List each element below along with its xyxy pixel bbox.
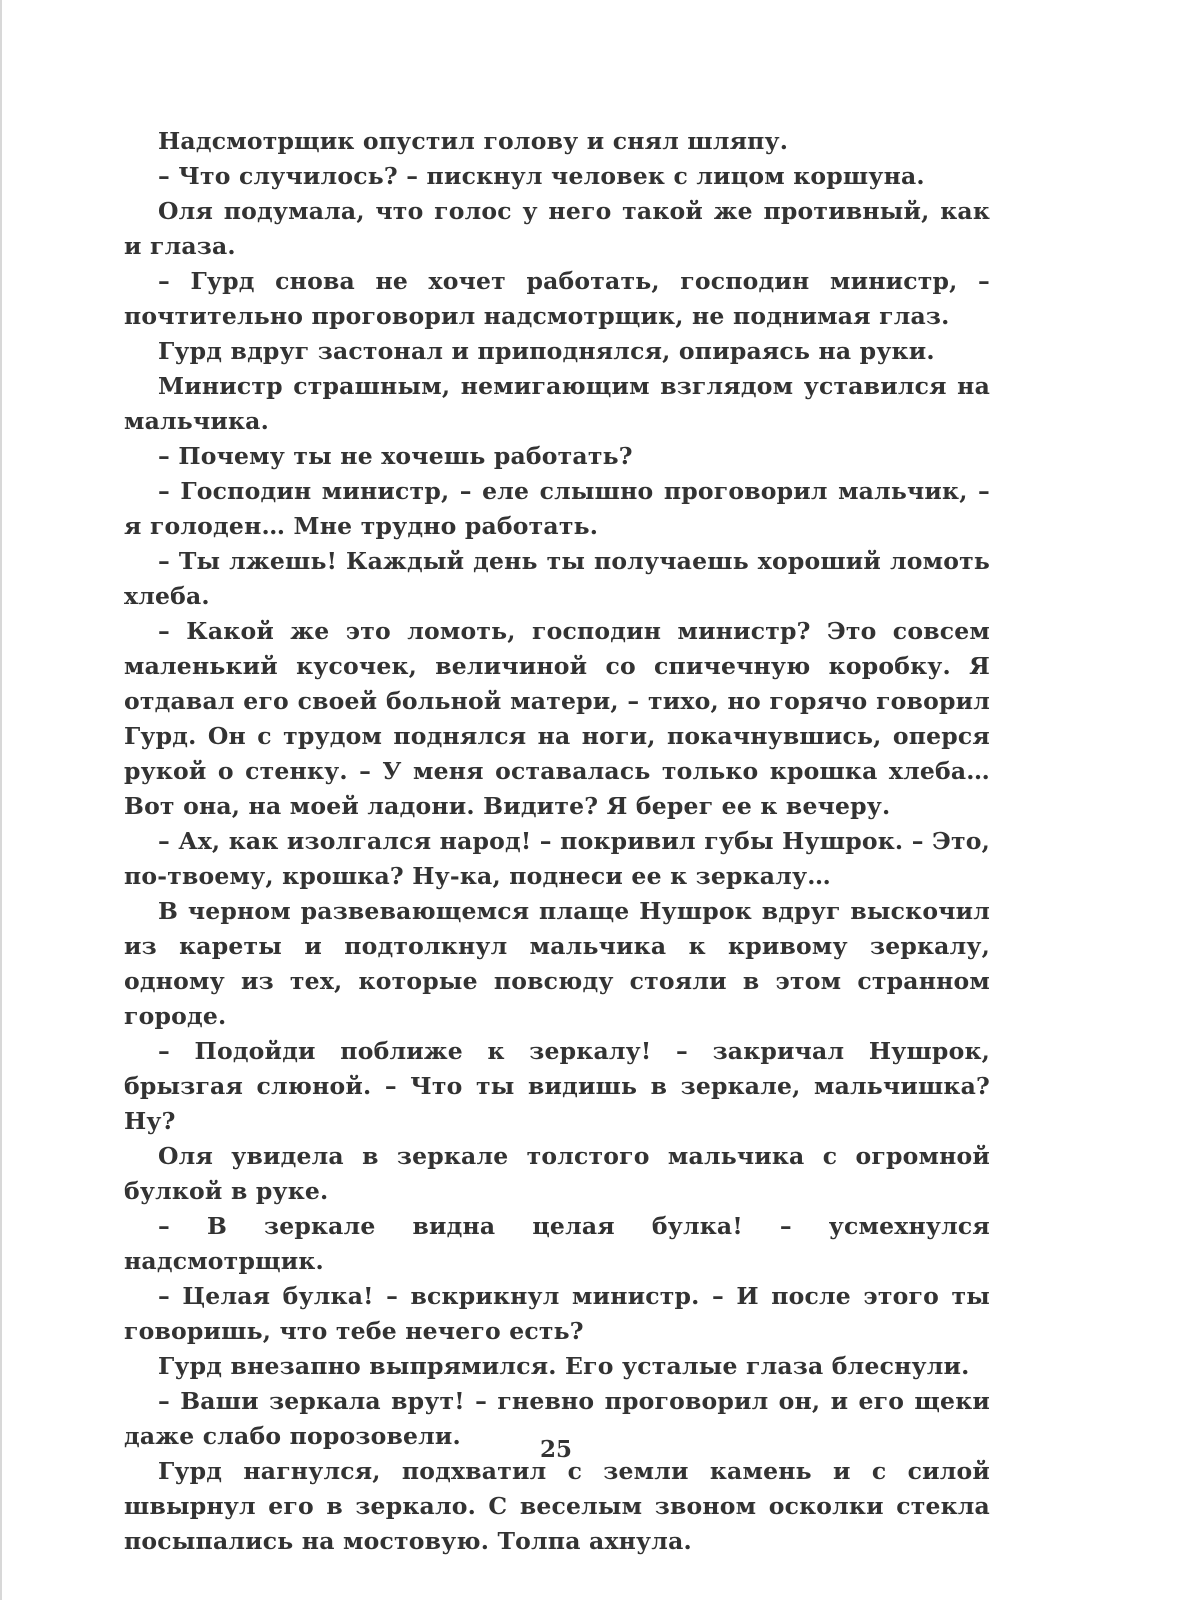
- paragraph: Гурд вдруг застонал и приподнялся, опираясь на руки.: [158, 337, 935, 365]
- paragraph: – Почему ты не хочешь работать?: [158, 442, 633, 470]
- paragraph: – Ваши зеркала врут! – гневно проговорил он, и его щеки даже слабо порозовели.: [124, 1387, 990, 1450]
- paragraph: Гурд нагнулся, подхватил с земли камень и с силой швырнул его в зеркало. С веселым звоном осколки стекла посыпались на мостовую. Толпа ахнула.: [124, 1457, 990, 1555]
- paragraph: – Господин министр, – еле слышно проговорил мальчик, – я голоден… Мне трудно работать.: [124, 477, 990, 540]
- paragraph: Министр страшным, немигающим взглядом уставился на мальчика.: [124, 372, 990, 435]
- paragraph: – Гурд снова не хочет работать, господин министр, – почтительно проговорил надсмотрщик, не поднимая глаз.: [124, 267, 990, 330]
- paragraph: – Какой же это ломоть, господин министр? Это совсем маленький кусочек, величиной со спичечную коробку. Я отдавал его своей больной матери, – тихо, но горячо говорил Гурд. Он с трудом поднялся на ноги, покачнувшись, оперся рукой о стенку. – У меня оставалась только крошка хлеба… Вот она, на моей ладони. Видите? Я берег ее к вечеру.: [124, 617, 990, 820]
- paragraph: – Ты лжешь! Каждый день ты получаешь хороший ломоть хлеба.: [124, 547, 990, 610]
- paragraph: – Ах, как изолгался народ! – покривил губы Нушрок. – Это, по-твоему, крошка? Ну-ка, поднеси ее к зеркалу…: [124, 827, 990, 890]
- paragraph: Надсмотрщик опустил голову и снял шляпу.: [158, 127, 789, 155]
- paragraph: – Что случилось? – пискнул человек с лицом коршуна.: [158, 162, 925, 190]
- paragraph: Оля увидела в зеркале толстого мальчика с огромной булкой в руке.: [124, 1142, 990, 1205]
- paragraph: Гурд внезапно выпрямился. Его усталые глаза блеснули.: [158, 1352, 970, 1380]
- paragraph: – Подойди поближе к зеркалу! – закричал Нушрок, брызгая слюной. – Что ты видишь в зеркале, мальчишка? Ну?: [124, 1037, 990, 1135]
- page-number: 25: [539, 1436, 572, 1463]
- page-edge: [0, 0, 2, 1600]
- paragraph: Оля подумала, что голос у него такой же противный, как и глаза.: [124, 197, 990, 260]
- paragraph: – Целая булка! – вскрикнул министр. – И после этого ты говоришь, что тебе нечего есть?: [124, 1282, 990, 1345]
- paragraph: В черном развевающемся плаще Нушрок вдруг выскочил из кареты и подтолкнул мальчика к кривому зеркалу, одному из тех, которые повсюду стояли в этом странном городе.: [124, 897, 990, 1030]
- body-text: [124, 124, 990, 1559]
- paragraph: – В зеркале видна целая булка! – усмехнулся надсмотрщик.: [124, 1212, 990, 1275]
